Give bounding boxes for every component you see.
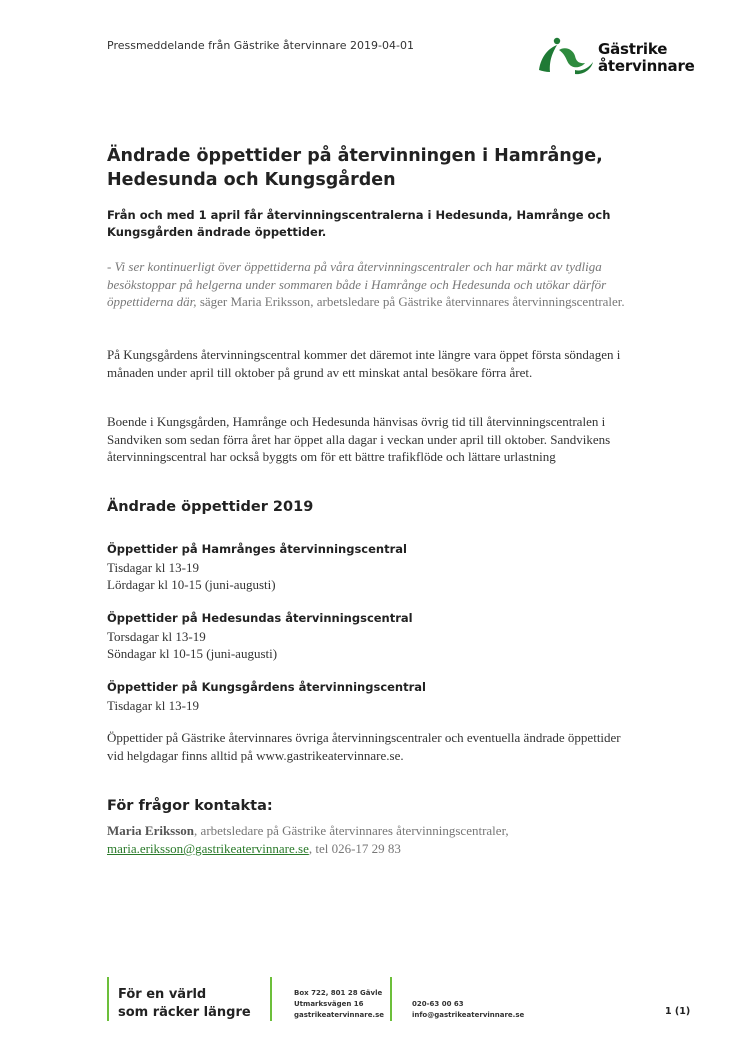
quote-text: - Vi ser kontinuerligt över öppettiderna på våra återvinningscentraler och har märkt av tydliga besökstoppar på helgerna under sommaren både i Hamrånge och Hedesunda och utökar därför öppettiderna där,	[107, 259, 607, 309]
hours-block-kungsgarden	[107, 679, 627, 714]
hours-line: Söndagar kl 10-15 (juni-augusti)	[107, 646, 278, 661]
logo-text: Gästrike återvinnare	[598, 40, 695, 75]
contact-info	[107, 822, 647, 858]
contact-heading: För frågor kontakta:	[107, 798, 273, 814]
hours-heading: Öppettider på Hamrånges återvinningscentral	[107, 542, 407, 556]
company-logo	[535, 36, 700, 78]
contact-role: , arbetsledare på Gästrike återvinnares återvinningscentraler,	[194, 823, 509, 838]
footer-contact: 020-63 00 63 info@gastrikeatervinnare.se	[412, 1000, 525, 1019]
hours-heading: Öppettider på Kungsgårdens återvinningscentral	[107, 680, 426, 694]
header-text: Pressmeddelande från Gästrike återvinnare 2019-04-01	[107, 39, 414, 52]
section-heading: Ändrade öppettider 2019	[107, 499, 314, 515]
contact-name: Maria Eriksson	[107, 823, 195, 838]
footer-slogan: För en värld som räcker längre	[118, 987, 251, 1020]
contact-phone: , tel 026-17 29 83	[308, 841, 401, 856]
footer-divider	[270, 977, 272, 1021]
footer-address: Box 722, 801 28 Gävle Utmarksvägen 16 gastrikeatervinnare.se	[294, 989, 385, 1019]
paragraph-sandviken: Boende i Kungsgården, Hamrånge och Hedesunda hänvisas övrig tid till återvinningscentralen i Sandviken som sedan förra året har öppet alla dagar i veckan under april till oktober. Sandvikens återvinningscentral har också byggts om för ett bättre trafikflöde och lättare urlastning	[107, 414, 611, 464]
article-lead: Från och med 1 april får återvinningscentralerna i Hedesunda, Hamrånge och Kungsgården ändrade öppettider.	[107, 208, 611, 239]
hours-line: Tisdagar kl 13-19	[107, 559, 199, 575]
paragraph-kungsgarden: På Kungsgårdens återvinningscentral kommer det däremot inte längre vara öppet första söndagen i månaden under april till oktober på grund av ett minskat antal besökare förra året.	[107, 347, 621, 380]
hours-line: Lördagar kl 10-15 (juni-augusti)	[107, 577, 276, 592]
hours-heading: Öppettider på Hedesundas återvinningscentral	[107, 611, 413, 625]
page-number: 1 (1)	[665, 1006, 691, 1017]
hours-line: Torsdagar kl 13-19	[107, 628, 206, 644]
quote-attribution: säger Maria Eriksson, arbetsledare på Gästrike återvinnares återvinningscentraler.	[196, 294, 625, 309]
footer-divider	[107, 977, 109, 1021]
hours-block-hamrange	[107, 541, 627, 594]
article-quote	[107, 258, 627, 311]
logo-swirl-icon	[535, 36, 595, 76]
contact-email-link[interactable]: maria.eriksson@gastrikeatervinnare.se	[107, 841, 309, 856]
hours-block-hedesunda	[107, 610, 627, 663]
article-title: Ändrade öppettider på återvinningen i Hamrånge, Hedesunda och Kungsgården	[107, 146, 603, 190]
paragraph-website: Öppettider på Gästrike återvinnares övriga återvinningscentraler och eventuella ändrade öppettider vid helgdagar finns alltid på www.gastrikeatervinnare.se.	[107, 730, 621, 763]
footer-divider	[390, 977, 392, 1021]
hours-line: Tisdagar kl 13-19	[107, 697, 199, 713]
